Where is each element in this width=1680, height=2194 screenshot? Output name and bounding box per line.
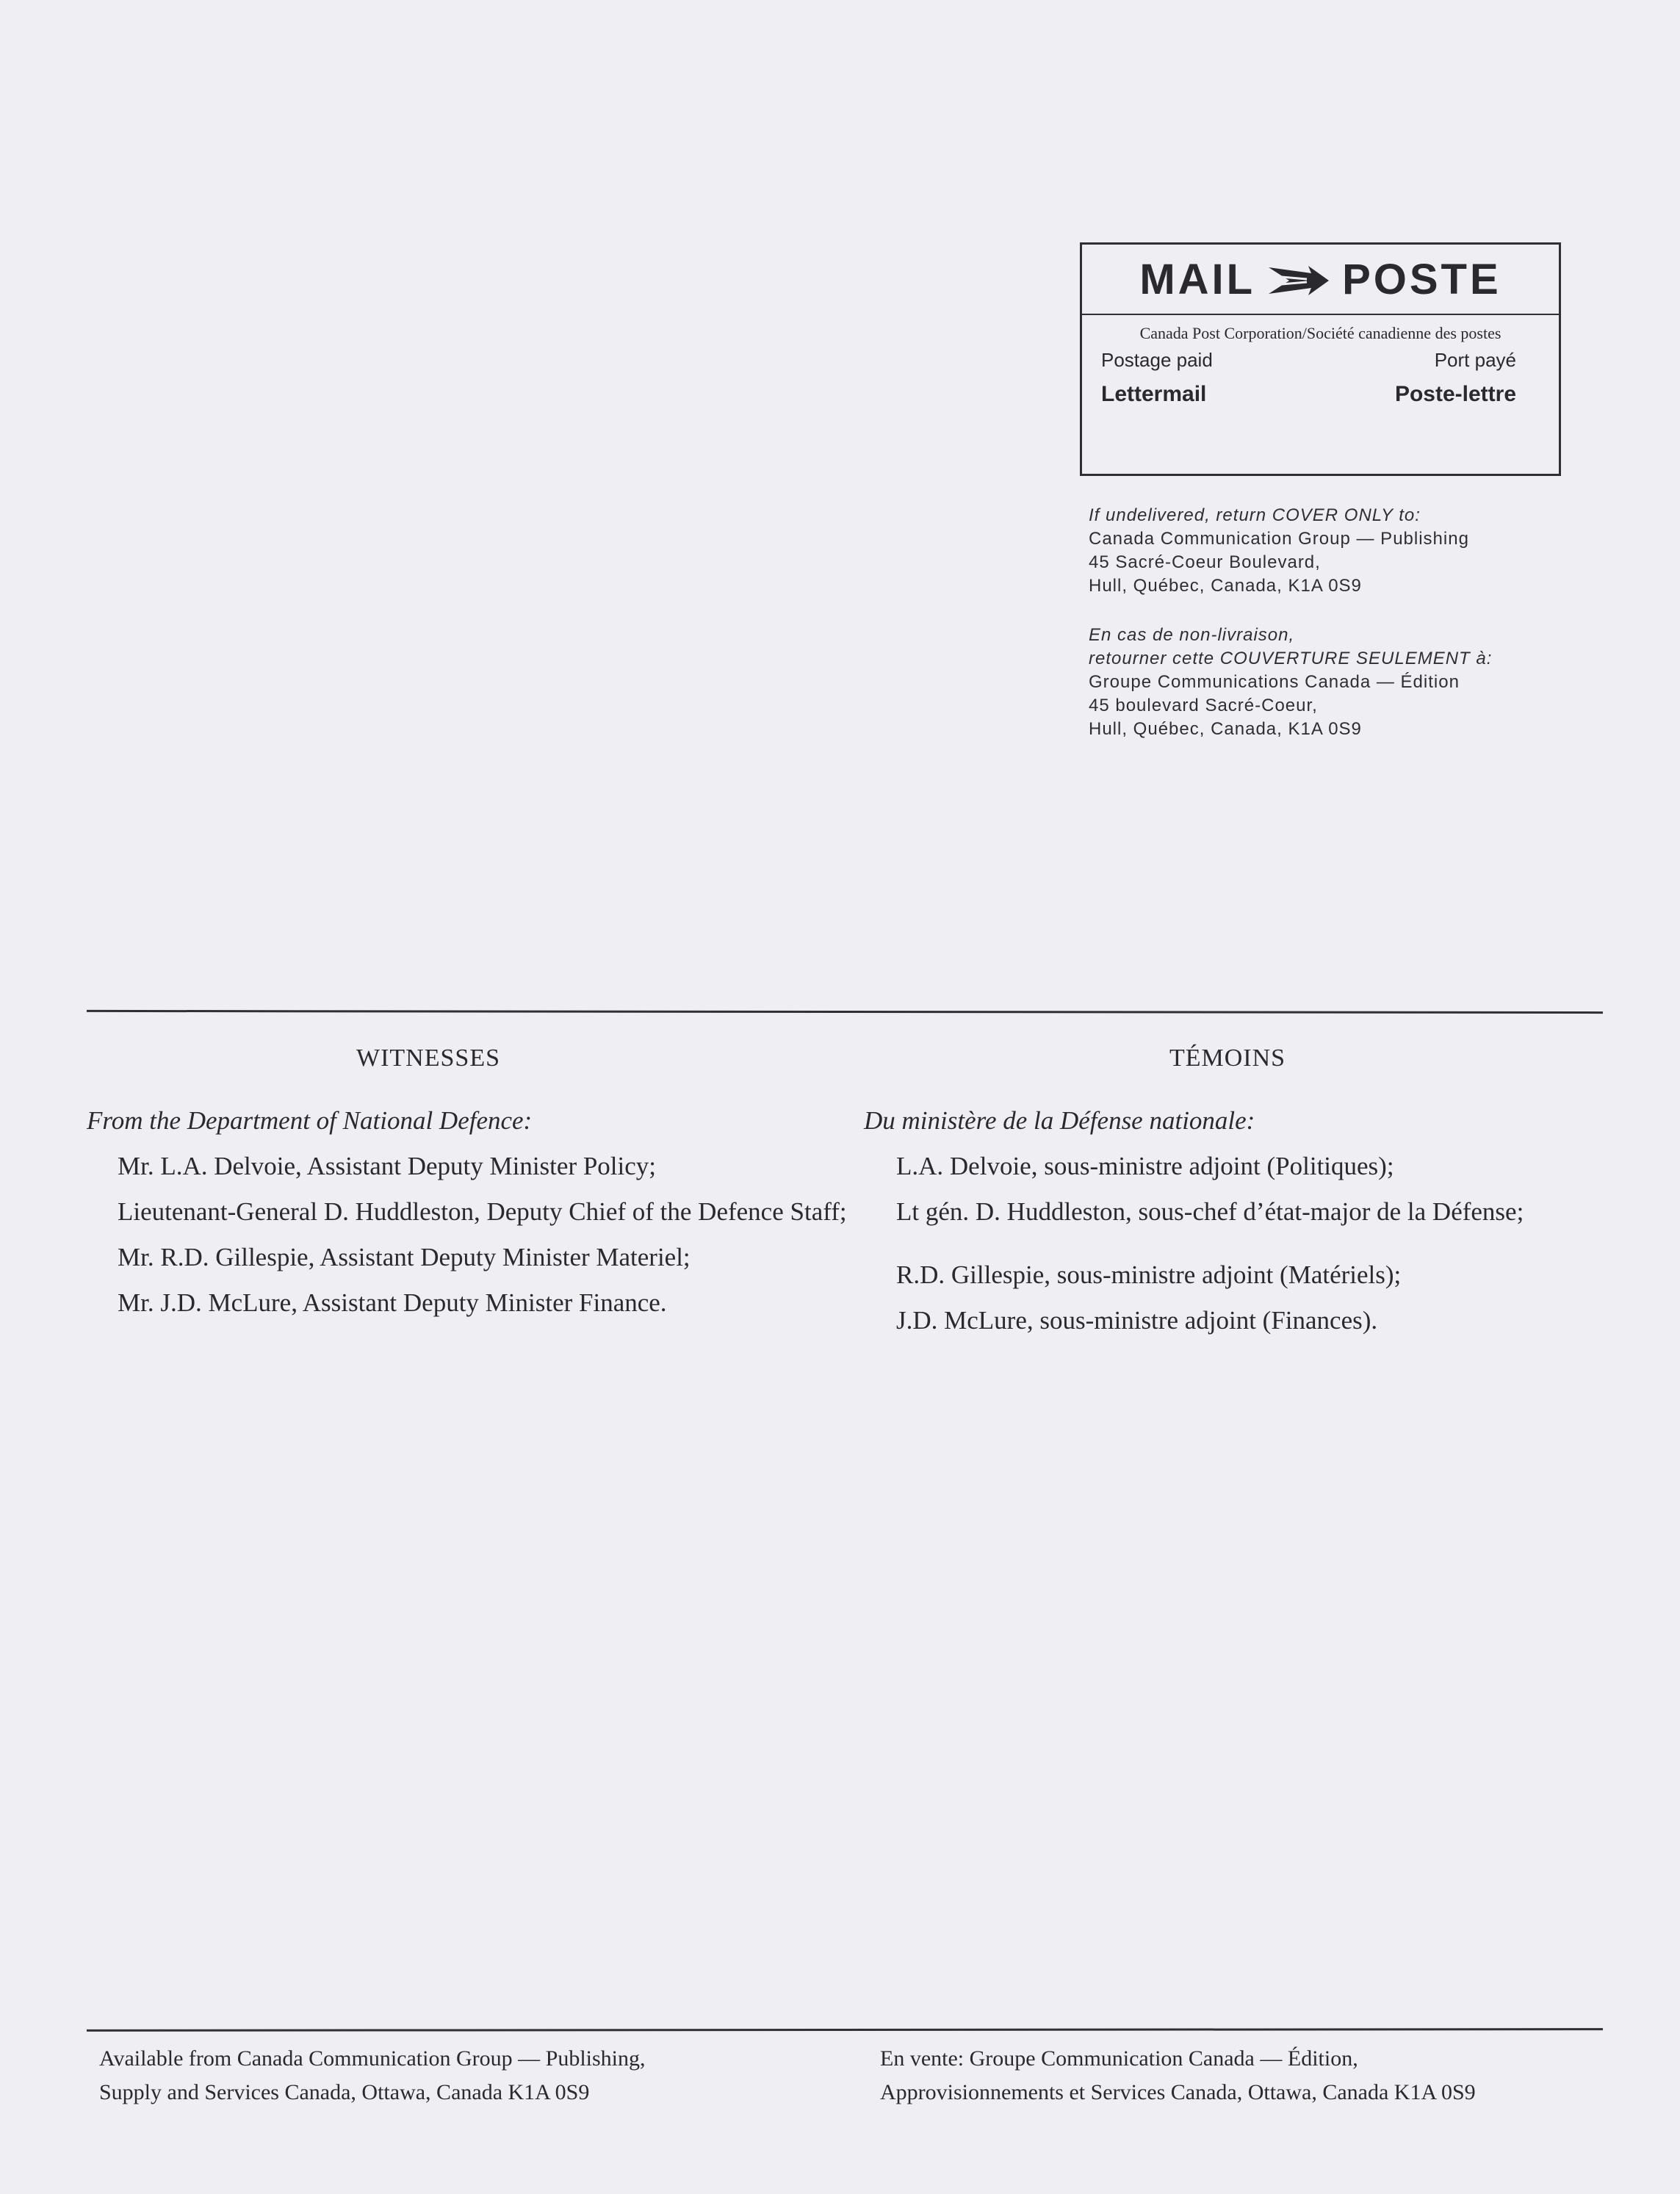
temoins-heading: TÉMOINS [1169, 1044, 1286, 1072]
postage-indicia-box [1080, 242, 1561, 476]
return-instruction-fr-1: En cas de non-livraison, [1089, 625, 1295, 645]
temoin-entry: J.D. McLure, sous-ministre adjoint (Finances). [896, 1306, 1378, 1335]
return-street-en: 45 Sacré-Coeur Boulevard, [1089, 552, 1321, 572]
witness-entry: Lieutenant-General D. Huddleston, Deputy Chief of the Defence Staff; [118, 1197, 847, 1226]
department-label-fr: Du ministère de la Défense nationale: [864, 1106, 1255, 1135]
return-org-en: Canada Communication Group — Publishing [1089, 529, 1469, 549]
witness-entry: Mr. L.A. Delvoie, Assistant Deputy Minister Policy; [118, 1152, 657, 1180]
postage-paid-en: Postage paid [1101, 349, 1213, 371]
return-org-fr: Groupe Communications Canada — Édition [1089, 672, 1460, 692]
temoin-entry: L.A. Delvoie, sous-ministre adjoint (Politiques); [896, 1152, 1394, 1180]
temoin-entry: Lt gén. D. Huddleston, sous-chef d’état-major de la Défense; [896, 1197, 1524, 1226]
temoin-entry: R.D. Gillespie, sous-ministre adjoint (Matériels); [896, 1260, 1402, 1289]
footer-en-line-2: Supply and Services Canada, Ottawa, Canada K1A 0S9 [99, 2080, 590, 2104]
witnesses-french-column [864, 1044, 1620, 1352]
postage-paid-row [1082, 349, 1559, 372]
return-city-fr: Hull, Québec, Canada, K1A 0S9 [1089, 719, 1362, 739]
footer-en-line-1: Available from Canada Communication Group — Publishing, [99, 2046, 646, 2071]
canada-post-arrow-icon [1267, 261, 1330, 297]
return-street-fr: 45 boulevard Sacré-Coeur, [1089, 696, 1318, 715]
availability-note-french [880, 2042, 1476, 2110]
witnesses-heading: WITNESSES [356, 1044, 500, 1072]
return-city-en: Hull, Québec, Canada, K1A 0S9 [1089, 576, 1362, 596]
witnesses-english-column [87, 1044, 851, 1334]
department-label-en: From the Department of National Defence: [87, 1106, 533, 1135]
section-divider-top [87, 1010, 1603, 1014]
section-divider-bottom [87, 2028, 1603, 2032]
witness-entry: Mr. J.D. McLure, Assistant Deputy Minister Finance. [118, 1288, 667, 1317]
mail-title-right: POSTE [1342, 255, 1501, 303]
mail-class-en: Lettermail [1101, 382, 1207, 406]
return-instruction-en: If undelivered, return COVER ONLY to: [1089, 505, 1421, 525]
mail-class-row [1082, 382, 1559, 407]
return-instruction-fr-2: retourner cette COUVERTURE SEULEMENT à: [1089, 649, 1493, 668]
witness-entry: Mr. R.D. Gillespie, Assistant Deputy Minister Materiel; [118, 1243, 691, 1271]
mail-title-left: MAIL [1139, 255, 1256, 303]
return-address-french [1089, 624, 1492, 741]
footer-fr-line-1: En vente: Groupe Communication Canada — Édition, [880, 2046, 1358, 2071]
mail-poste-title [1082, 245, 1559, 315]
availability-note-english [99, 2042, 646, 2110]
postage-paid-fr: Port payé [1434, 349, 1516, 371]
postal-corporation-name: Canada Post Corporation/Société canadienne des postes [1139, 324, 1501, 342]
footer-fr-line-2: Approvisionnements et Services Canada, Ottawa, Canada K1A 0S9 [880, 2080, 1476, 2104]
return-address-english [1089, 504, 1469, 598]
mail-class-fr: Poste-lettre [1394, 382, 1516, 406]
